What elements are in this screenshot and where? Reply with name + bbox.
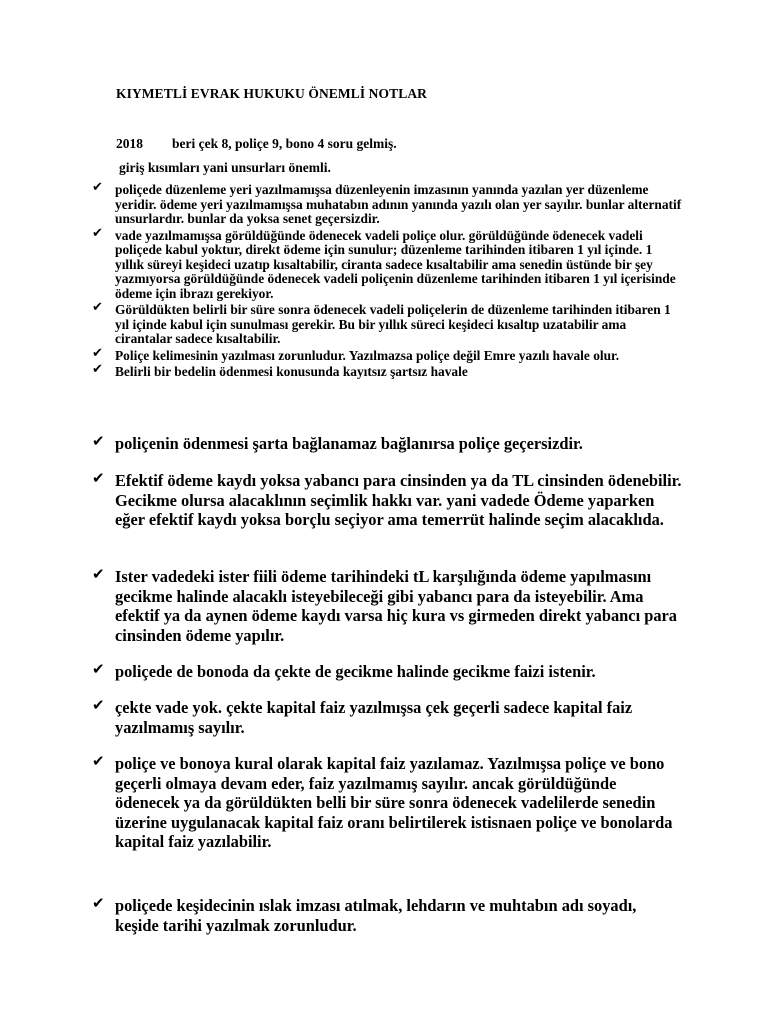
- notes-item-large-3: [92, 567, 682, 645]
- year-label: 2018: [116, 136, 143, 151]
- checkmark-icon: ✔: [92, 432, 105, 450]
- list-item-text: poliçede düzenleme yeri yazılmamışsa düzenleyenin imzasının yanında yazılan yer düzenleme yeridir. ödeme yeri yazılmamışsa muhatabın adının yanında yazılı olan yer sayılır. bunlar alternatif unsurlardır. bunlar da yoksa senet geçersizdir.: [115, 182, 682, 226]
- notes-item-large-7: [92, 896, 682, 935]
- checkmark-icon: ✔: [92, 300, 103, 315]
- intro-text: giriş kısımları yani unsurları önemli.: [119, 160, 331, 175]
- list-item-text: çekte vade yok. çekte kapital faiz yazılmışsa çek geçerli sadece kapital faiz yazılmamış sayılır.: [115, 698, 633, 737]
- checkmark-icon: ✔: [92, 345, 103, 361]
- list-item-text: Efektif ödeme kaydı yoksa yabancı para cinsinden ya da TL cinsinden ödenebilir. Gecikme olursa alacaklının seçimlik hakkı var. yani vadede Ödeme yaparken eğer efektif kaydı yoksa borçlu seçiyor ama temerrüt halinde seçim alacaklıda.: [115, 471, 682, 530]
- notes-item-large-4: [92, 662, 682, 682]
- list-item-text: Görüldükten belirli bir süre sonra ödenecek vadeli poliçelerin de düzenleme tarihinden itibaren 1 yıl içinde kabul için sunulması gerekir. Bu bir yıllık süreci keşideci kısaltıp uzatabilir ama cirantalar sadece kısaltabilir.: [115, 302, 671, 346]
- checkmark-icon: ✔: [92, 660, 105, 678]
- list-item: [92, 434, 682, 454]
- notes-item-large-5: [92, 698, 682, 737]
- list-item: [92, 567, 682, 645]
- list-item: [92, 180, 682, 227]
- notes-item-large-1: [92, 434, 682, 454]
- checkmark-icon: ✔: [92, 894, 105, 912]
- list-item: [92, 225, 682, 302]
- checkmark-icon: ✔: [92, 225, 103, 241]
- checkmark-icon: ✔: [92, 696, 105, 714]
- year-note-text: beri çek 8, poliçe 9, bono 4 soru gelmiş.: [172, 136, 397, 151]
- list-item-text: Poliçe kelimesinin yazılması zorunludur. Yazılmazsa poliçe değil Emre yazılı havale olur.: [115, 347, 620, 363]
- list-item: [92, 300, 682, 347]
- list-item: [92, 896, 682, 935]
- checkmark-icon: ✔: [92, 362, 103, 377]
- document-title: KIYMETLİ EVRAK HUKUKU ÖNEMLİ NOTLAR: [116, 86, 428, 101]
- year-note-line: [116, 136, 397, 152]
- checkmark-icon: ✔: [92, 469, 105, 487]
- list-item: [92, 698, 682, 737]
- list-item-text: poliçenin ödenmesi şarta bağlanamaz bağlanırsa poliçe geçersizdir.: [115, 434, 583, 453]
- list-item-text: Belirli bir bedelin ödenmesi konusunda kayıtsız şartsız havale: [115, 364, 468, 379]
- list-item: [92, 662, 682, 682]
- list-item: [92, 362, 682, 380]
- list-item-text: Ister vadedeki ister fiili ödeme tarihindeki tL karşılığında ödeme yapılmasını gecikme halinde alacaklı isteyebileceği gibi yabancı para da isteyebilir. Ama efektif ya da aynen ödeme kaydı varsa hiç kura vs girmeden direkt yabancı para cinsinden ödeme yapılır.: [115, 567, 677, 645]
- list-item-text: vade yazılmamışsa görüldüğünde ödenecek vadeli poliçe olur. görüldüğünde ödenecek vadeli poliçede kabul yoktur, direkt ödeme için sunulur; düzenleme tarihinden itibaren 1 yıl içinde. 1 yıllık süreyi keşideci uzatıp kısaltabilir, ciranta sadece kısaltabilir ama senedin üstünde bir şey yazmıyorsa görüldüğünde ödenecek vadeli poliçenin düzenleme tarihinden itibaren 1 yıl içerisinde ödeme için ibrazı gerekiyor.: [115, 227, 676, 301]
- list-item-text: poliçe ve bonoya kural olarak kapital faiz yazılamaz. Yazılmışsa poliçe ve bono geçerli olmaya devam eder, faiz yazılmamış sayılır. ancak görüldüğünde ödenecek ya da görüldükten belli bir süre sonra ödenecek vadelilerde senedin üzerine uygulanacak kapital faiz oranı belirtilerek istisnaen poliçe ve bonolarda kapital faiz yazılabilir.: [115, 754, 673, 852]
- notes-list-small: [92, 180, 682, 382]
- list-item: [92, 754, 682, 852]
- list-item-text: poliçede keşidecinin ıslak imzası atılmak, lehdarın ve muhtabın adı soyadı, keşide tarihi yazılmak zorunludur.: [115, 896, 637, 935]
- list-item: [92, 345, 682, 364]
- notes-item-large-6: [92, 754, 682, 852]
- list-item: [92, 471, 682, 530]
- checkmark-icon: ✔: [92, 180, 103, 195]
- checkmark-icon: ✔: [92, 752, 105, 770]
- notes-item-large-2: [92, 471, 682, 530]
- list-item-text: poliçede de bonoda da çekte de gecikme halinde gecikme faizi istenir.: [115, 662, 596, 681]
- checkmark-icon: ✔: [92, 565, 105, 583]
